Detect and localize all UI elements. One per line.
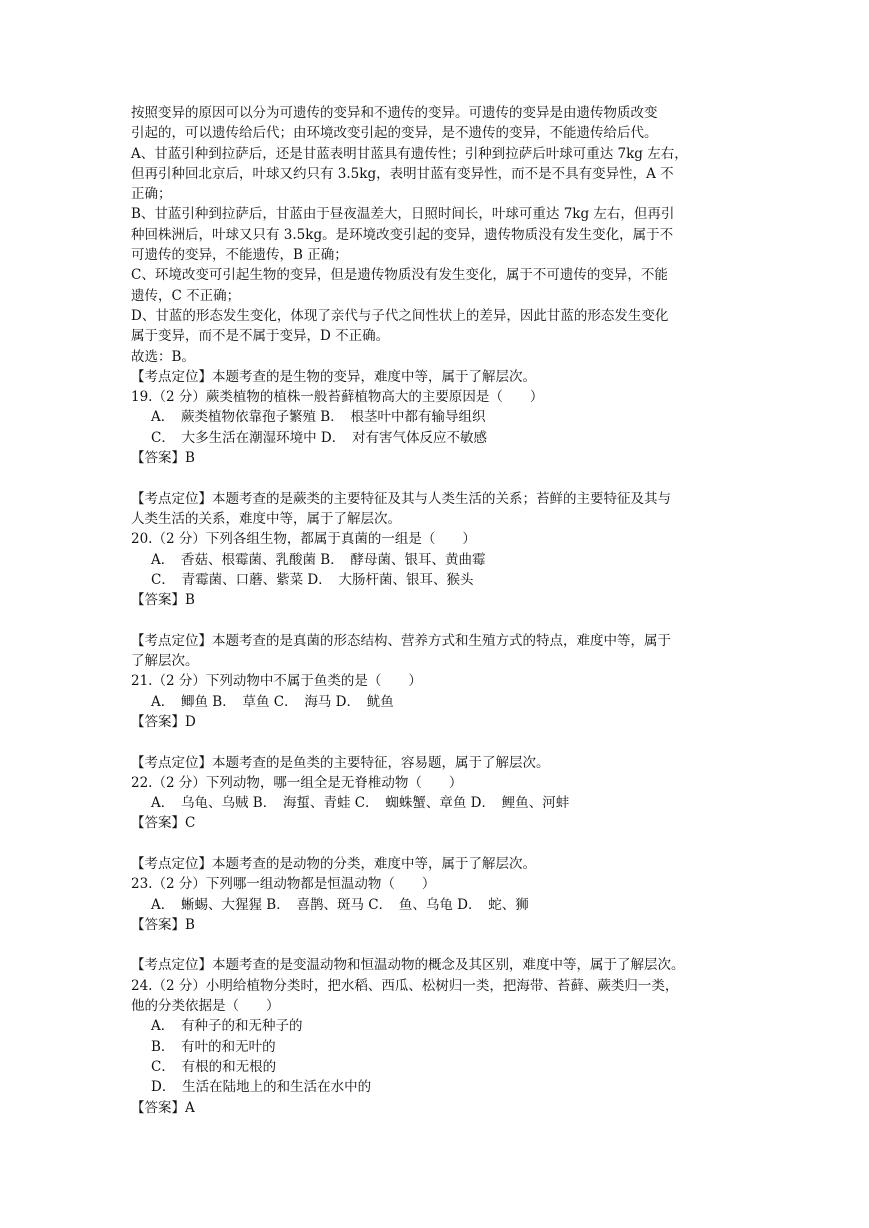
blank-line bbox=[131, 468, 743, 488]
answer-line: 【答案】B bbox=[131, 450, 195, 467]
explanation-line: 但再引种回北京后，叶球又约只有 3.5kg，表明甘蓝有变异性，而不是不具有变异性，A 不 bbox=[131, 165, 674, 182]
explanation-block bbox=[131, 103, 743, 387]
answer-line: 【答案】D bbox=[131, 713, 196, 730]
question-option: A． 有种子的和无种子的 bbox=[151, 1018, 303, 1035]
explanation-line: 故选：B。 bbox=[131, 348, 195, 365]
knowledge-point-line: 【考点定位】本题考查的是变温动物和恒温动物的概念及其区别，难度中等，属于了解层次。 bbox=[131, 957, 685, 974]
blank-line bbox=[131, 935, 743, 955]
knowledge-point-line: 【考点定位】本题考查的是蕨类的主要特征及其与人类生活的关系；苔鲜的主要特征及其与 bbox=[131, 490, 671, 507]
knowledge-point-line: 【考点定位】本题考查的是真菌的形态结构、营养方式和生殖方式的特点，难度中等，属于 bbox=[131, 632, 671, 649]
answer-line: 【答案】B bbox=[131, 592, 195, 609]
question-option: C． 大多生活在潮湿环境中 D． 对有害气体反应不敏感 bbox=[151, 429, 487, 446]
question-option: A． 蕨类植物依靠孢子繁殖 B． 根茎叶中都有输导组织 bbox=[151, 409, 486, 426]
question-item bbox=[131, 874, 743, 975]
explanation-line: D、甘蓝的形态发生变化，体现了亲代与子代之间性状上的差异，因此甘蓝的形态发生变化 bbox=[131, 307, 669, 324]
question-item bbox=[131, 976, 743, 1118]
knowledge-point-line: 【考点定位】本题考查的是鱼类的主要特征，容易题，属于了解层次。 bbox=[131, 754, 550, 771]
explanation-line: 可遗传的变异，不能遗传，B 正确； bbox=[131, 247, 348, 264]
question-stem: 24.（2 分）小明给植物分类时，把水稻、西瓜、松树归一类，把海带、苔藓、蕨类归一类， bbox=[131, 977, 679, 994]
answer-line: 【答案】B bbox=[131, 916, 195, 933]
question-option: A． 乌龟、乌贼 B． 海蜇、青蛙 C． 蜘蛛蟹、章鱼 D． 鲤鱼、河蚌 bbox=[151, 795, 570, 812]
question-stem: 22.（2 分）下列动物，哪一组全是无脊椎动物（ ） bbox=[131, 774, 463, 791]
blank-line bbox=[131, 834, 743, 854]
explanation-line: 引起的，可以遗传给后代；由环境改变引起的变异，是不遗传的变异，不能遗传给后代。 bbox=[131, 125, 658, 142]
document-page bbox=[131, 103, 743, 1118]
question-option: D． 生活在陆地上的和生活在水中的 bbox=[151, 1079, 372, 1096]
question-stem: 20.（2 分）下列各组生物，都属于真菌的一组是（ ） bbox=[131, 531, 476, 548]
knowledge-point-line: 【考点定位】本题考查的是动物的分类，难度中等，属于了解层次。 bbox=[131, 855, 536, 872]
question-option: B． 有叶的和无叶的 bbox=[151, 1038, 276, 1055]
explanation-line: C、环境改变可引起生物的变异，但是遗传物质没有发生变化，属于不可遗传的变异，不能 bbox=[131, 267, 668, 284]
question-option: A． 香菇、根霉菌、乳酸菌 B． 酵母菌、银耳、黄曲霉 bbox=[151, 551, 486, 568]
knowledge-point-line: 人类生活的关系，难度中等，属于了解层次。 bbox=[131, 510, 401, 527]
explanation-line: 【考点定位】本题考查的是生物的变异，难度中等，属于了解层次。 bbox=[131, 368, 536, 385]
question-stem: 21.（2 分）下列动物中不属于鱼类的是（ ） bbox=[131, 673, 422, 690]
question-option: A． 鲫鱼 B． 草鱼 C． 海马 D． 鱿鱼 bbox=[151, 693, 394, 710]
explanation-line: 属于变异，而不是不属于变异，D 不正确。 bbox=[131, 328, 390, 345]
question-option: C． 青霉菌、口蘑、紫菜 D． 大肠杆菌、银耳、猴头 bbox=[151, 571, 474, 588]
question-item bbox=[131, 529, 743, 671]
answer-line: 【答案】C bbox=[131, 815, 196, 832]
explanation-line: B、甘蓝引种到拉萨后，甘蓝由于昼夜温差大，日照时间长，叶球可重达 7kg 左右，但再引 bbox=[131, 206, 675, 223]
explanation-line: 按照变异的原因可以分为可遗传的变异和不遗传的变异。可遗传的变异是由遗传物质改变 bbox=[131, 105, 658, 121]
explanation-line: 遗传，C 不正确； bbox=[131, 287, 241, 304]
explanation-line: 正确； bbox=[131, 186, 172, 203]
explanation-line: A、甘蓝引种到拉萨后，还是甘蓝表明甘蓝具有遗传性；引种到拉萨后叶球可重达 7kg 左右， bbox=[131, 145, 688, 162]
question-item bbox=[131, 671, 743, 772]
questions-block bbox=[131, 387, 743, 1118]
question-item bbox=[131, 387, 743, 529]
question-item bbox=[131, 773, 743, 874]
question-stem: 19.（2 分）蕨类植物的植株一般苔藓植物高大的主要原因是（ ） bbox=[131, 389, 544, 406]
question-stem: 他的分类依据是（ ） bbox=[131, 998, 280, 1015]
question-option: A． 蜥蜴、大猩猩 B． 喜鹊、斑马 C． 鱼、乌龟 D． 蛇、狮 bbox=[151, 896, 529, 913]
explanation-line: 种回株洲后，叶球又只有 3.5kg。是环境改变引起的变异，遗传物质没有发生变化，属于不 bbox=[131, 226, 674, 243]
question-option: C． 有根的和无根的 bbox=[151, 1058, 277, 1075]
answer-line: 【答案】A bbox=[131, 1099, 195, 1116]
blank-line bbox=[131, 610, 743, 630]
question-stem: 23.（2 分）下列哪一组动物都是恒温动物（ ） bbox=[131, 876, 436, 893]
knowledge-point-line: 了解层次。 bbox=[131, 653, 199, 670]
blank-line bbox=[131, 732, 743, 752]
